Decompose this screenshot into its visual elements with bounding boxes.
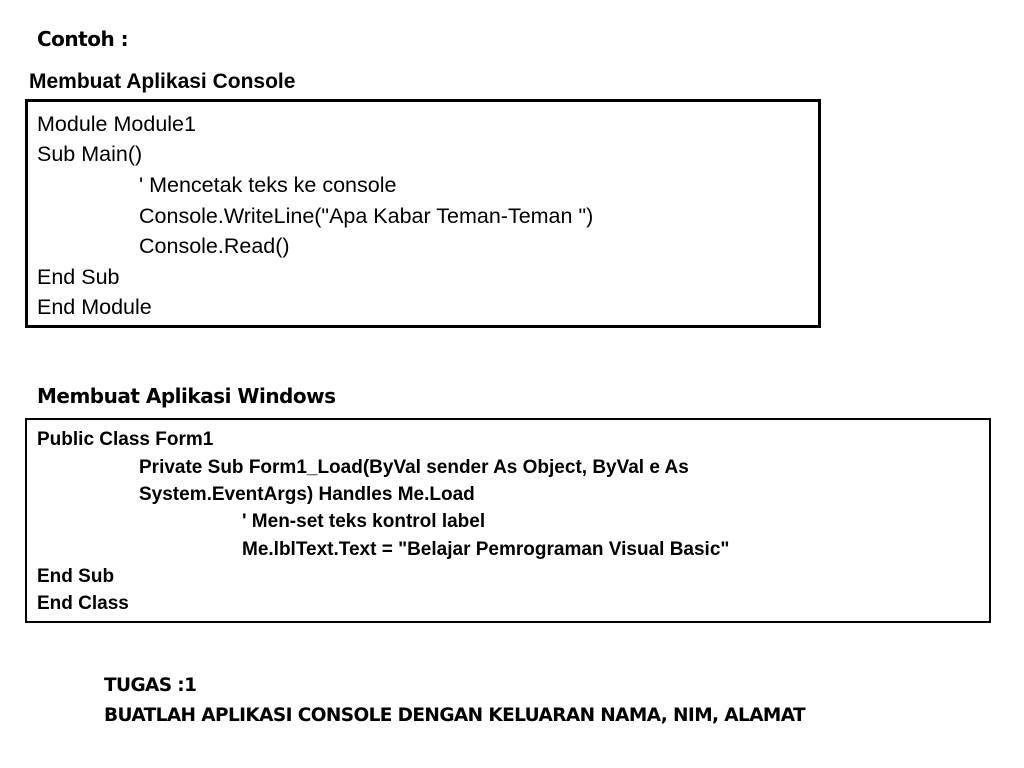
windows-code-block [25,418,991,623]
code-line: Sub Main() [37,142,143,166]
code-line: Public Class Form1 [37,429,214,450]
code-line: Module Module1 [37,112,196,136]
code-line: Private Sub Form1_Load(ByVal sender As Object, ByVal e As [139,457,689,478]
code-line: End Module [37,295,152,319]
task-label: TUGAS :1 [104,675,197,696]
code-line: Me.lblText.Text = "Belajar Pemrograman Visual Basic" [242,539,730,560]
console-code-block [25,99,821,328]
windows-section-title: Membuat Aplikasi Windows [37,384,336,408]
code-line: ' Men-set teks kontrol label [242,511,486,532]
code-line: End Sub [37,265,120,289]
example-label: Contoh : [37,27,129,51]
console-section-title: Membuat Aplikasi Console [29,70,296,93]
code-line: End Sub [37,566,115,587]
task-description: BUATLAH APLIKASI CONSOLE DENGAN KELUARAN NAMA, NIM, ALAMAT [104,705,806,726]
code-line: Console.Read() [139,234,290,258]
code-line: System.EventArgs) Handles Me.Load [139,484,475,505]
code-line: ' Mencetak teks ke console [139,173,397,197]
code-line: Console.WriteLine("Apa Kabar Teman-Teman ") [139,204,594,228]
code-line: End Class [37,593,129,614]
